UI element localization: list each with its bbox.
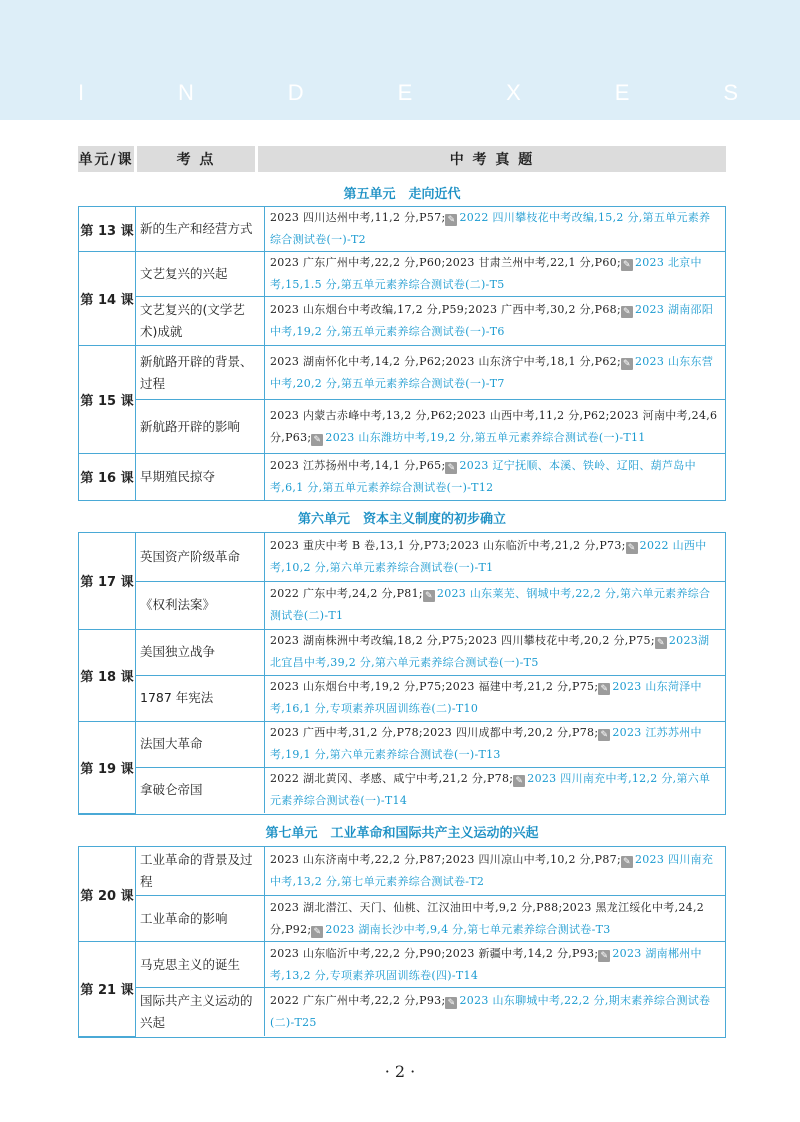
lesson-label: 第 21 课 xyxy=(79,942,136,1037)
table-row xyxy=(79,721,725,767)
table-row xyxy=(79,454,725,500)
pen-icon: ✎ xyxy=(513,775,525,787)
topic-cell: 英国资产阶级革命 xyxy=(136,533,265,581)
table-row xyxy=(79,207,725,252)
pen-icon: ✎ xyxy=(621,259,633,271)
table-row xyxy=(79,581,725,629)
unit-table xyxy=(78,532,726,815)
lesson-label: 第 15 课 xyxy=(79,346,136,454)
header-topic: 考 点 xyxy=(137,146,255,172)
table-row xyxy=(79,675,725,721)
exam-cell: 2023 山东临沂中考,22,2 分,P90;2023 新疆中考,14,2 分,P93; ✎ 2023 湖南郴州中考,13,2 分,专项素养巩固训练卷(四)-T14 xyxy=(265,942,726,988)
banner-letter: I xyxy=(78,80,85,105)
exam-cell: 2022 广东中考,24,2 分,P81; ✎ 2023 山东莱芜、钢城中考,22,2 分,第六单元素养综合测试卷(二)-T1 xyxy=(265,581,726,629)
lesson-label: 第 14 课 xyxy=(79,252,136,346)
topic-cell: 美国独立战争 xyxy=(136,629,265,675)
table-row xyxy=(79,346,725,400)
header-unit: 单元/课 xyxy=(78,146,134,172)
banner-letter: N xyxy=(178,80,194,105)
topic-cell: 工业革命的影响 xyxy=(136,896,265,942)
banner-letters xyxy=(78,80,738,106)
unit-title: 第五单元 走向近代 xyxy=(343,187,461,202)
lesson-label: 第 20 课 xyxy=(79,847,136,942)
pen-icon: ✎ xyxy=(626,542,638,554)
lesson-label: 第 19 课 xyxy=(79,721,136,813)
topic-cell: 早期殖民掠夺 xyxy=(136,454,265,500)
pen-icon: ✎ xyxy=(655,637,667,649)
exam-cell: 2023 广西中考,31,2 分,P78;2023 四川成都中考,20,2 分,P78; ✎ 2023 江苏苏州中考,19,1 分,第六单元素养综合测试卷(一)-T13 xyxy=(265,721,726,767)
lesson-label: 第 16 课 xyxy=(79,454,136,500)
table-row xyxy=(79,847,725,896)
pen-icon: ✎ xyxy=(311,926,323,938)
topic-cell: 拿破仑帝国 xyxy=(136,767,265,813)
unit-title: 第七单元 工业革命和国际共产主义运动的兴起 xyxy=(265,826,539,841)
exam-cell: 2023 江苏扬州中考,14,1 分,P65; ✎ 2023 辽宁抚顺、本溪、铁岭、辽阳、葫芦岛中考,6,1 分,第五单元素养综合测试卷(一)-T12 xyxy=(265,454,726,500)
table-row xyxy=(79,988,725,1037)
pen-icon: ✎ xyxy=(445,997,457,1009)
topic-cell: 法国大革命 xyxy=(136,721,265,767)
exam-cell: 2023 山东烟台中考,19,2 分,P75;2023 福建中考,21,2 分,P75; ✎ 2023 山东菏泽中考,16,1 分,专项素养巩固训练卷(二)-T10 xyxy=(265,675,726,721)
banner-letter: E xyxy=(614,80,630,105)
pen-icon: ✎ xyxy=(621,856,633,868)
pen-icon: ✎ xyxy=(598,683,610,695)
exam-cell: 2022 广东广州中考,22,2 分,P93; ✎ 2023 山东聊城中考,22,2 分,期末素养综合测试卷(二)-T25 xyxy=(265,988,726,1037)
exam-cell: 2023 湖北潜江、天门、仙桃、江汉油田中考,9,2 分,P88;2023 黑龙江绥化中考,24,2 分,P92; ✎ 2023 湖南长沙中考,9,4 分,第七单元素养综合测试卷-T3 xyxy=(265,896,726,942)
topic-cell: 《权利法案》 xyxy=(136,581,265,629)
pen-icon: ✎ xyxy=(621,358,633,370)
lesson-label: 第 18 课 xyxy=(79,629,136,721)
unit-table xyxy=(78,846,726,1038)
pen-icon: ✎ xyxy=(311,434,323,446)
exam-cell: 2022 湖北黄冈、孝感、咸宁中考,21,2 分,P78; ✎ 2023 四川南充中考,12,2 分,第六单元素养综合测试卷(一)-T14 xyxy=(265,767,726,813)
banner-letter: S xyxy=(723,80,738,105)
table-row xyxy=(79,629,725,675)
lesson-label: 第 17 课 xyxy=(79,533,136,629)
lesson-label: 第 13 课 xyxy=(79,207,136,252)
topic-cell: 工业革命的背景及过程 xyxy=(136,847,265,896)
topic-cell: 新的生产和经营方式 xyxy=(136,207,265,252)
topic-cell: 国际共产主义运动的兴起 xyxy=(136,988,265,1037)
banner-letter: D xyxy=(287,80,304,105)
banner-letter: X xyxy=(506,80,521,105)
page-number: · 2 · xyxy=(384,1062,416,1081)
exam-cell: 2023 湖南株洲中考改编,18,2 分,P75;2023 四川攀枝花中考,20,2 分,P75; ✎ 2023湖北宜昌中考,39,2 分,第六单元素养综合测试卷(一)-T5 xyxy=(265,629,726,675)
pen-icon: ✎ xyxy=(445,214,457,226)
topic-cell: 新航路开辟的背景、过程 xyxy=(136,346,265,400)
pen-icon: ✎ xyxy=(445,462,457,474)
pen-icon: ✎ xyxy=(423,590,435,602)
exam-cell: 2023 重庆中考 B 卷,13,1 分,P73;2023 山东临沂中考,21,2 分,P73; ✎ 2022 山西中考,10,2 分,第六单元素养综合测试卷(一)-T1 xyxy=(265,533,726,581)
table-header xyxy=(78,146,726,172)
topic-cell: 1787 年宪法 xyxy=(136,675,265,721)
unit-table xyxy=(78,206,726,501)
topic-cell: 文艺复兴的兴起 xyxy=(136,252,265,297)
exam-cell: 2023 湖南怀化中考,14,2 分,P62;2023 山东济宁中考,18,1 分,P62; ✎ 2023 山东东营中考,20,2 分,第五单元素养综合测试卷(一)-T7 xyxy=(265,346,726,400)
table-row xyxy=(79,533,725,581)
header-exam: 中 考 真 题 xyxy=(258,146,726,172)
banner-letter: E xyxy=(397,80,413,105)
header-banner xyxy=(0,0,800,120)
table-row xyxy=(79,297,725,346)
exam-cell: 2023 山东济南中考,22,2 分,P87;2023 四川凉山中考,10,2 分,P87; ✎ 2023 四川南充中考,13,2 分,第七单元素养综合测试卷-T2 xyxy=(265,847,726,896)
topic-cell: 文艺复兴的(文学艺术)成就 xyxy=(136,297,265,346)
table-row xyxy=(79,767,725,813)
exam-cell: 2023 广东广州中考,22,2 分,P60;2023 甘肃兰州中考,22,1 分,P60; ✎ 2023 北京中考,15,1.5 分,第五单元素养综合测试卷(二)-T5 xyxy=(265,252,726,297)
topic-cell: 马克思主义的诞生 xyxy=(136,942,265,988)
table-row xyxy=(79,896,725,942)
exam-cell: 2023 山东烟台中考改编,17,2 分,P59;2023 广西中考,30,2 分,P68; ✎ 2023 湖南邵阳中考,19,2 分,第五单元素养综合测试卷(一)-T6 xyxy=(265,297,726,346)
pen-icon: ✎ xyxy=(621,306,633,318)
exam-cell: 2023 内蒙古赤峰中考,13,2 分,P62;2023 山西中考,11,2 分,P62;2023 河南中考,24,6 分,P63; ✎ 2023 山东潍坊中考,19,2 分,第五单元素养综合测试卷(一)-T11 xyxy=(265,400,726,454)
pen-icon: ✎ xyxy=(598,729,610,741)
table-row xyxy=(79,942,725,988)
pen-icon: ✎ xyxy=(598,950,610,962)
table-row xyxy=(79,400,725,454)
exam-cell: 2023 四川达州中考,11,2 分,P57; ✎ 2022 四川攀枝花中考改编,15,2 分,第五单元素养综合测试卷(一)-T2 xyxy=(265,207,726,252)
unit-title: 第六单元 资本主义制度的初步确立 xyxy=(297,512,506,527)
topic-cell: 新航路开辟的影响 xyxy=(136,400,265,454)
table-row xyxy=(79,252,725,297)
